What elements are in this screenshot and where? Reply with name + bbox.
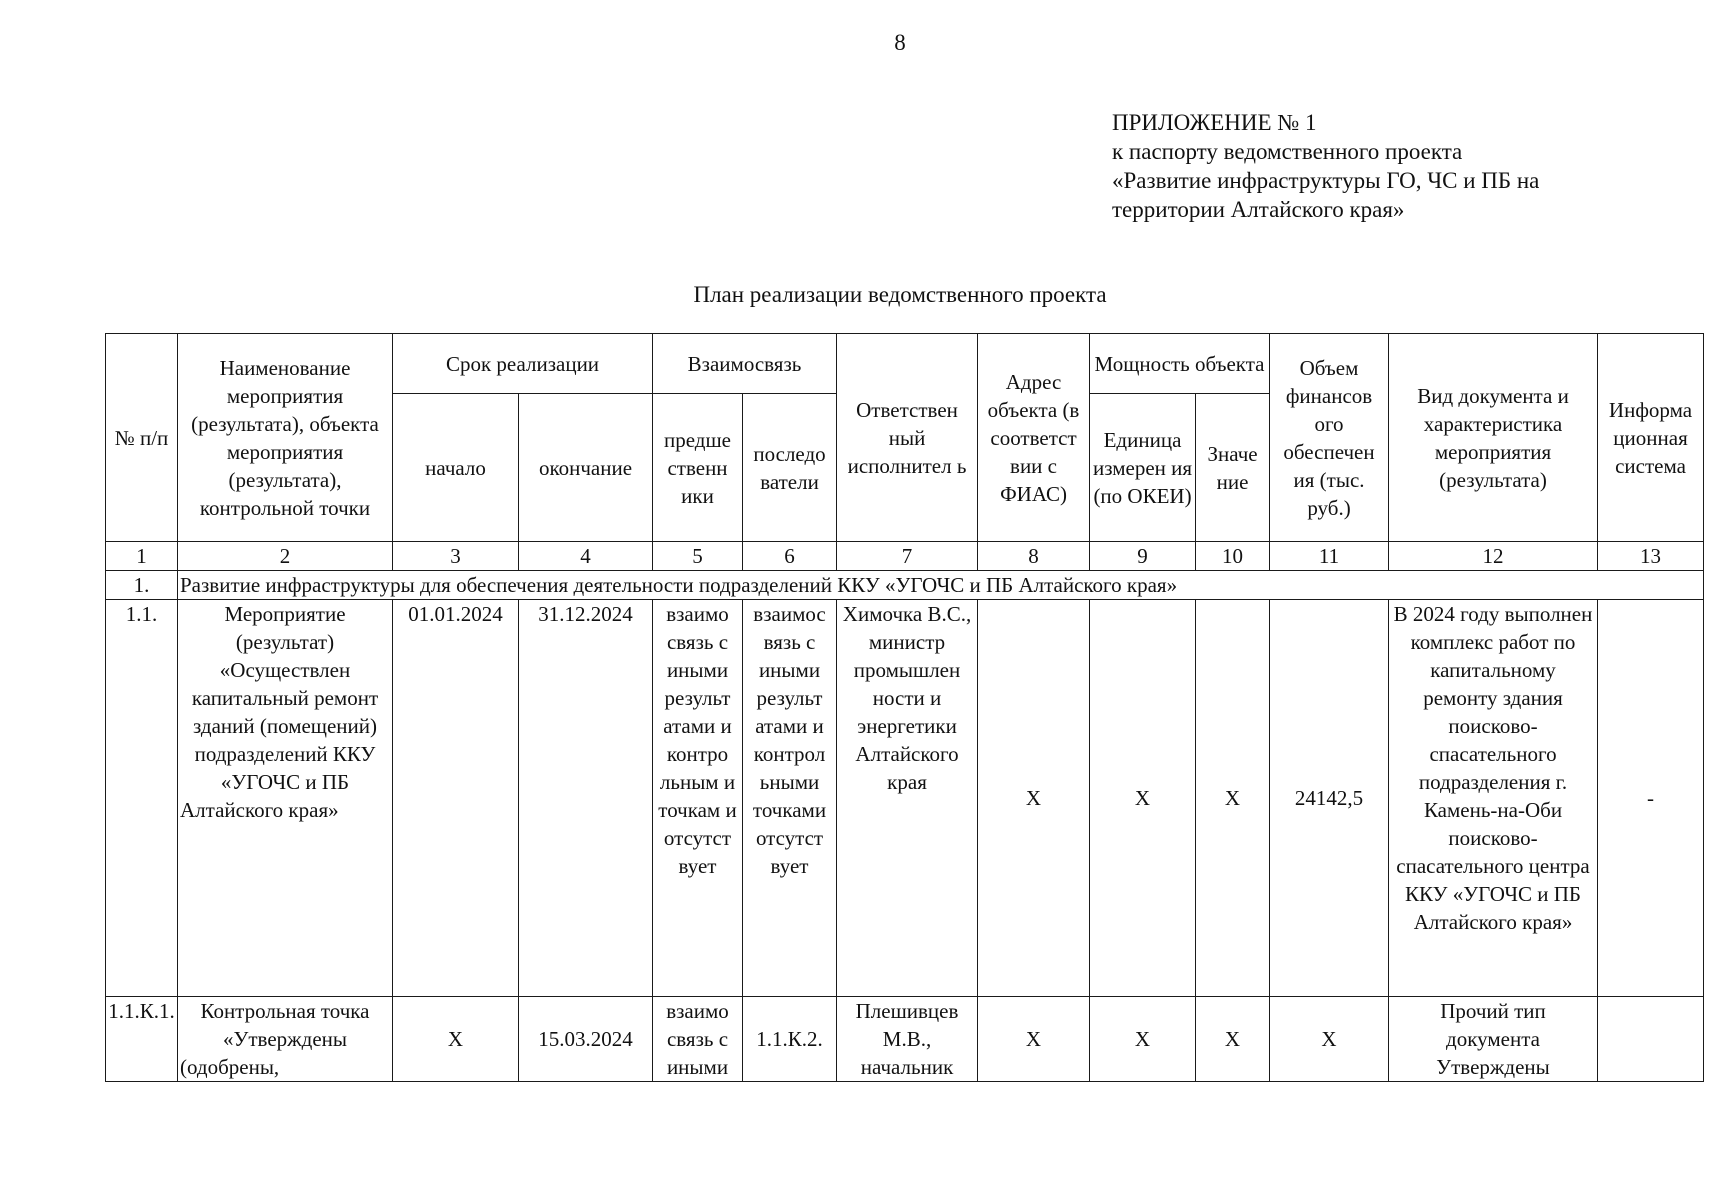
plan-table — [105, 333, 1704, 1082]
column-number: 6 — [743, 542, 837, 571]
appendix-line: к паспорту ведомственного проекта — [1112, 139, 1463, 164]
row-finance: 24142,5 — [1270, 600, 1389, 997]
column-number: 9 — [1090, 542, 1196, 571]
header-name: Наименование мероприятия (результата), объекта мероприятия (результата), контрольной точки — [178, 334, 393, 542]
row-finance: X — [1270, 997, 1389, 1082]
header-unit: Единица измерен ия (по ОКЕИ) — [1090, 394, 1196, 542]
column-number: 11 — [1270, 542, 1389, 571]
column-number: 10 — [1196, 542, 1270, 571]
row-responsible-text: Плешивцев М.В., начальник — [855, 999, 959, 1079]
row-doc: В 2024 году выполнен комплекс работ по капитальному ремонту здания поисково-спасательного подразделения г. Камень-на-Оби поисково-спасательного центра ККУ «УГОЧС и ПБ Алтайского края» — [1389, 600, 1598, 997]
header-period: Срок реализации — [393, 334, 653, 394]
appendix-line: территории Алтайского края» — [1112, 197, 1405, 222]
row-info — [1598, 997, 1704, 1082]
header-num: № п/п — [106, 334, 178, 542]
row-name: Мероприятие (результат) «Осуществлен капитальный ремонт зданий (помещений) подразделений ККУ «УГОЧС и ПБ Алтайского края» — [178, 600, 393, 997]
row-doc-text: Прочий тип документа Утверждены — [1436, 999, 1550, 1079]
header-end: окончание — [519, 394, 653, 542]
row-start: 01.01.2024 — [393, 600, 519, 997]
table-row — [106, 997, 1704, 1082]
page-number: 8 — [894, 30, 906, 55]
row-pred — [653, 997, 743, 1082]
row-pred-text: взаимо связь с иными — [666, 999, 729, 1079]
header-start: начало — [393, 394, 519, 542]
header-pred: предше ственн ики — [653, 394, 743, 542]
header-capacity: Мощность объекта — [1090, 334, 1270, 394]
row-end: 15.03.2024 — [519, 997, 653, 1082]
row-name-text: Контрольная точка «Утверждены (одобрены, — [180, 999, 370, 1079]
row-pred: взаимо связь с иными результ атами и контро льным и точкам и отсутст вует — [653, 600, 743, 997]
column-number: 1 — [106, 542, 178, 571]
row-doc — [1389, 997, 1598, 1082]
row-start: X — [393, 997, 519, 1082]
row-responsible: Химочка В.С., министр промышлен ности и энергетики Алтайского края — [837, 600, 978, 997]
header-responsible: Ответствен ный исполнител ь — [837, 334, 978, 542]
row-succ: 1.1.К.2. — [743, 997, 837, 1082]
header-doc: Вид документа и характеристика мероприятия (результата) — [1389, 334, 1598, 542]
row-num-text: 1.1.К.1. — [108, 999, 175, 1023]
row-unit: X — [1090, 600, 1196, 997]
row-end: 31.12.2024 — [519, 600, 653, 997]
row-succ: взаимос вязь с иными результ атами и контрол ьными точками отсутст вует — [743, 600, 837, 997]
column-number: 8 — [978, 542, 1090, 571]
row-value: X — [1196, 600, 1270, 997]
header-address: Адрес объекта (в соответст вии с ФИАС) — [978, 334, 1090, 542]
row-num — [106, 997, 178, 1082]
column-number: 2 — [178, 542, 393, 571]
header-row — [106, 334, 1704, 394]
column-number: 5 — [653, 542, 743, 571]
row-responsible — [837, 997, 978, 1082]
header-succ: последо ватели — [743, 394, 837, 542]
column-number: 4 — [519, 542, 653, 571]
column-number: 3 — [393, 542, 519, 571]
row-address: X — [978, 600, 1090, 997]
header-finance: Объем финансов ого обеспечен ия (тыс. руб.) — [1270, 334, 1389, 542]
row-info: - — [1598, 600, 1704, 997]
section-title: Развитие инфраструктуры для обеспечения деятельности подразделений ККУ «УГОЧС и ПБ Алтайского края» — [178, 571, 1704, 600]
header-value: Значе ние — [1196, 394, 1270, 542]
header-info: Информа ционная система — [1598, 334, 1704, 542]
column-number: 7 — [837, 542, 978, 571]
appendix-line: «Развитие инфраструктуры ГО, ЧС и ПБ на — [1112, 168, 1540, 193]
column-number: 13 — [1598, 542, 1704, 571]
appendix-block — [1112, 108, 1672, 224]
appendix-line: ПРИЛОЖЕНИЕ № 1 — [1112, 110, 1317, 135]
section-num: 1. — [106, 571, 178, 600]
column-number: 12 — [1389, 542, 1598, 571]
row-name — [178, 997, 393, 1082]
document-title: План реализации ведомственного проекта — [693, 282, 1107, 307]
section-row — [106, 571, 1704, 600]
column-number-row — [106, 542, 1704, 571]
header-link: Взаимосвязь — [653, 334, 837, 394]
row-num: 1.1. — [106, 600, 178, 997]
row-value: X — [1196, 997, 1270, 1082]
row-address: X — [978, 997, 1090, 1082]
table-row — [106, 600, 1704, 997]
row-unit: X — [1090, 997, 1196, 1082]
